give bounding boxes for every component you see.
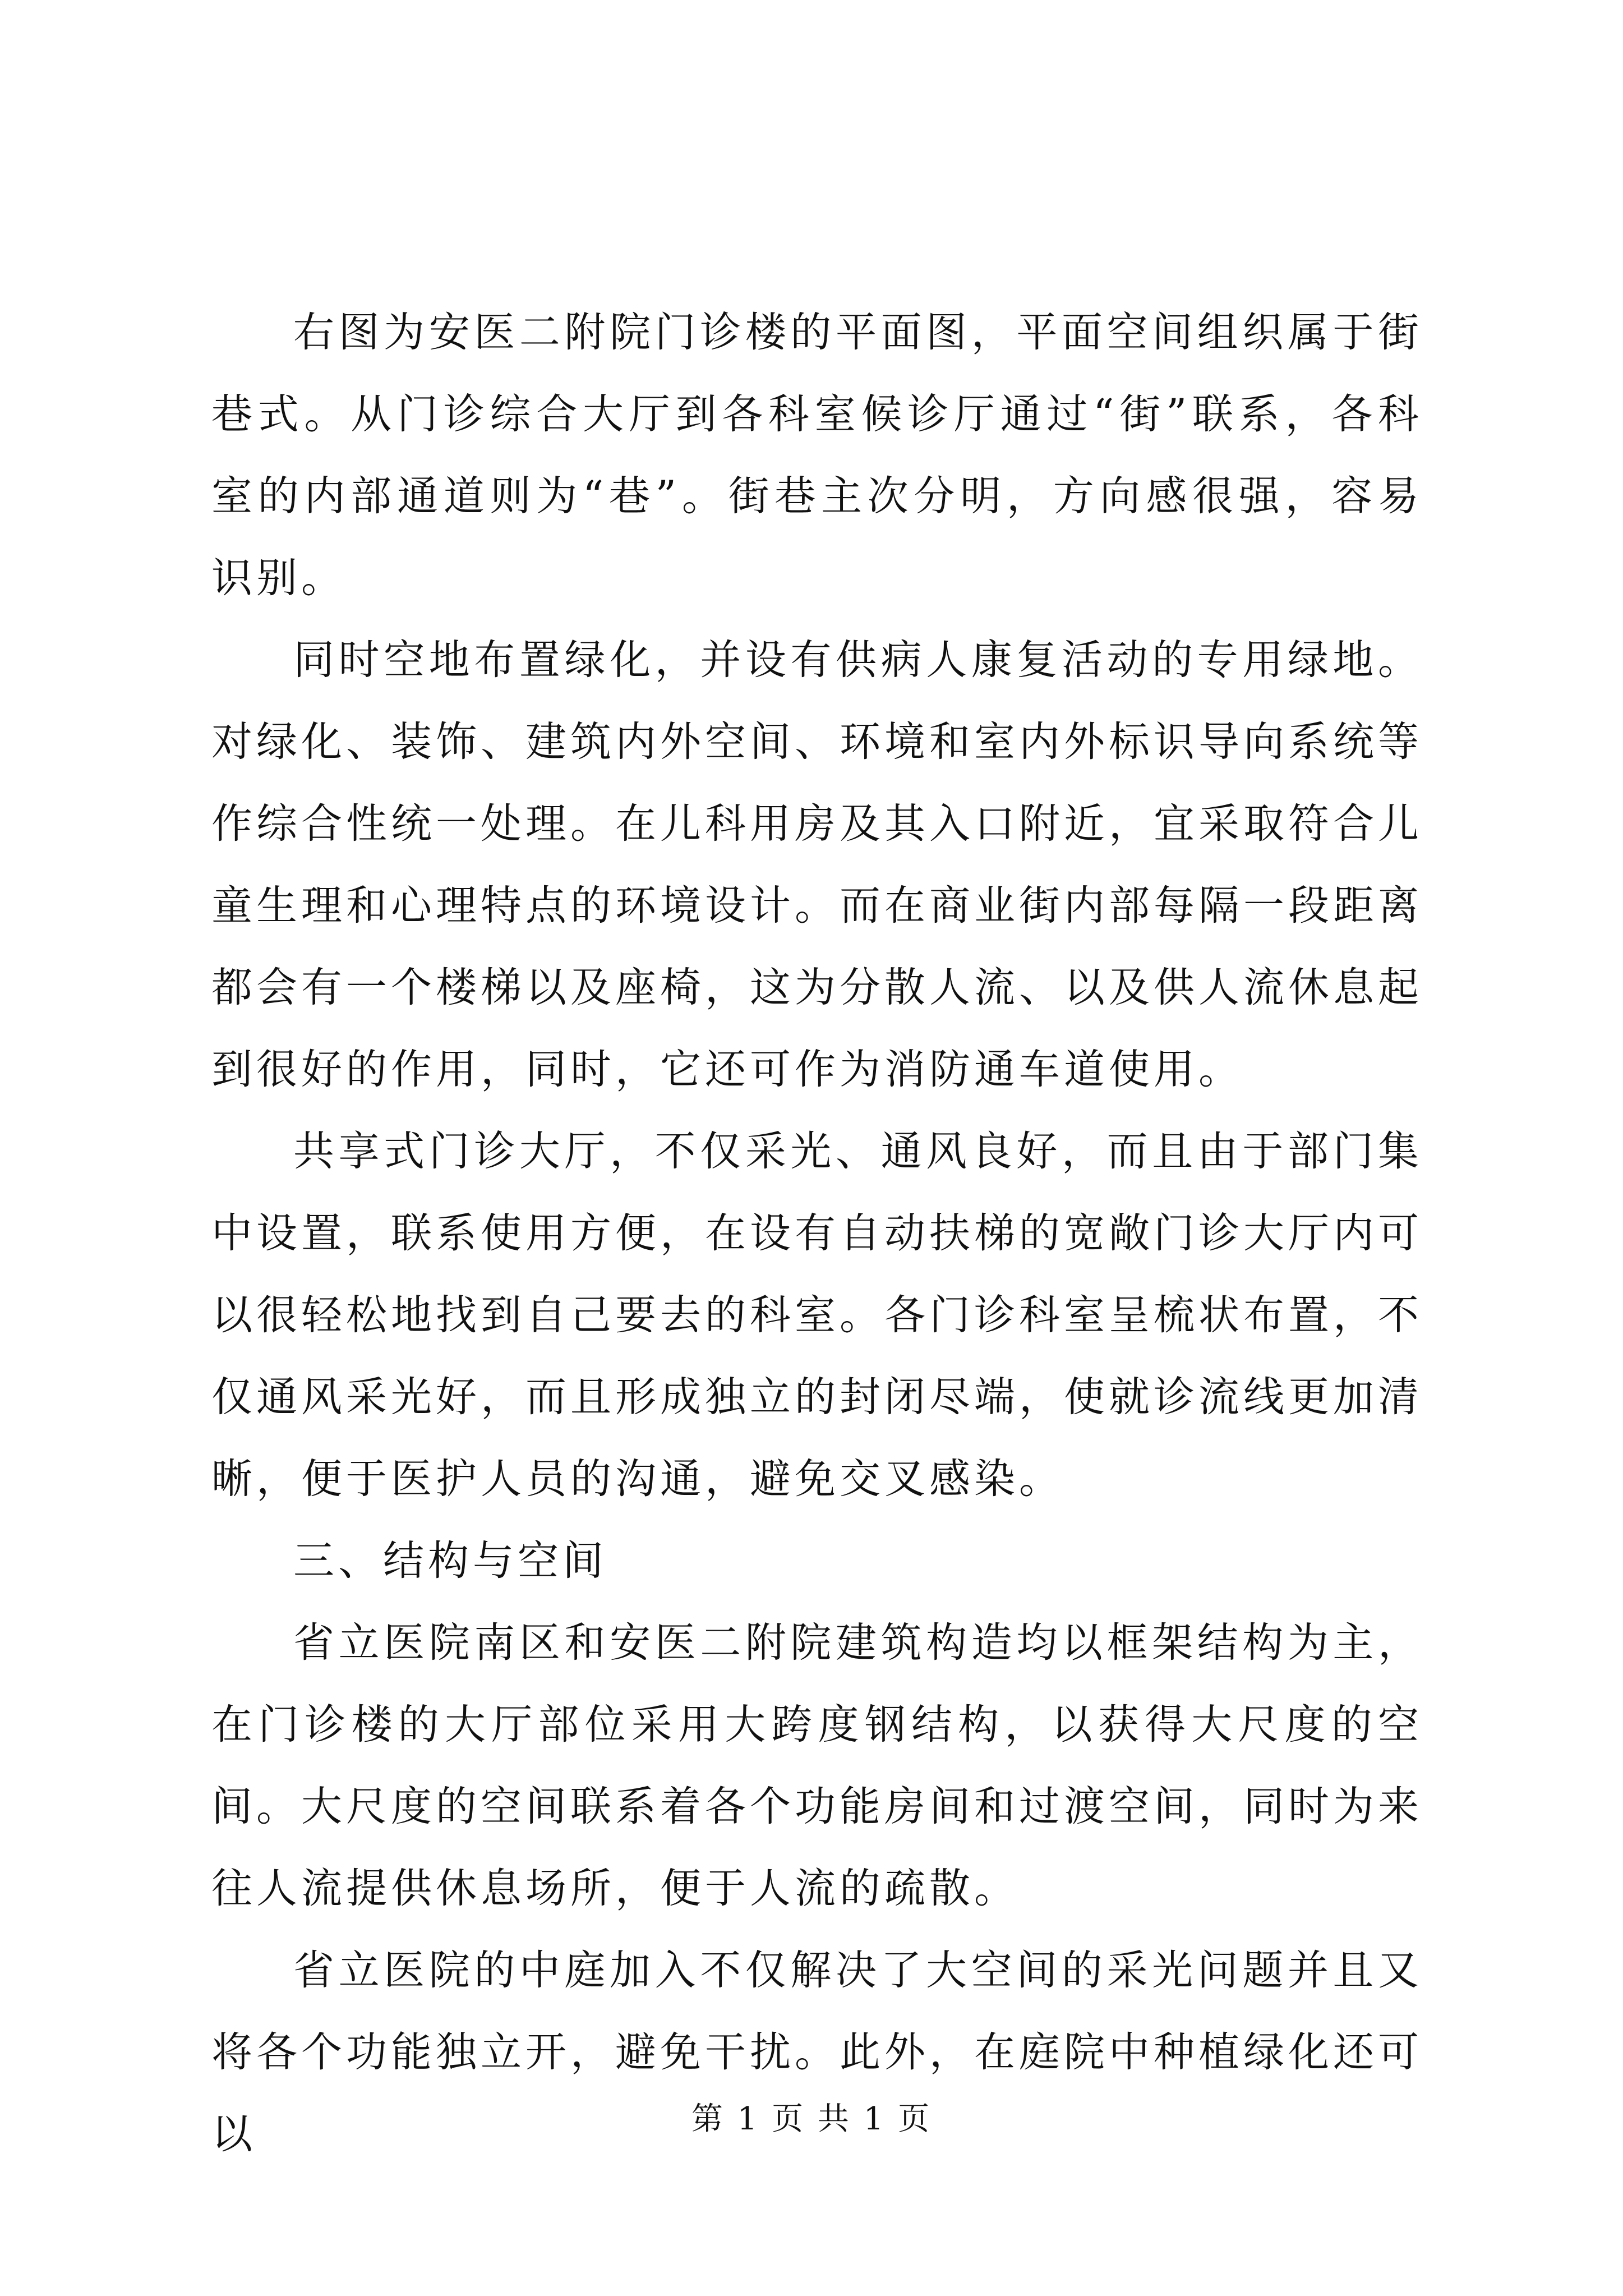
paragraph-3: 共享式门诊大厅，不仅采光、通风良好，而且由于部门集中设置，联系使用方便，在设有自动扶梯的宽敞门诊大厅内可以很轻松地找到自己要去的科室。各门诊科室呈梳状布置，不仅通风采光好，而且形成独立的封闭尽端，使就诊流线更加清晰，便于医护人员的沟通，避免交叉感染。 [211,1128,1423,1503]
paragraph-4: 省立医院南区和安医二附院建筑构造均以框架结构为主，在门诊楼的大厅部位采用大跨度钢结构，以获得大尺度的空间。大尺度的空间联系着各个功能房间和过渡空间，同时为来往人流提供休息场所，便于人流的疏散。 [211,1619,1423,1912]
section-heading: 三、结构与空间 [293,1537,607,1585]
paragraph-5: 省立医院的中庭加入不仅解决了大空间的采光问题并且又将各个功能独立开，避免干扰。此外，在庭院中种植绿化还可以 [211,1947,1423,2158]
paragraph-1: 右图为安医二附院门诊楼的平面图，平面空间组织属于街巷式。从门诊综合大厅到各科室候诊厅通过“街”联系，各科室的内部通道则为“巷”。街巷主次分明，方向感很强，容易识别。 [211,309,1423,602]
document-body [211,292,1423,2175]
page-footer: 第 1 页 共 1 页 [691,2101,932,2137]
paragraph-2: 同时空地布置绿化，并设有供病人康复活动的专用绿地。对绿化、装饰、建筑内外空间、环境和室内外标识导向系统等作综合性统一处理。在儿科用房及其入口附近，宜采取符合儿童生理和心理特点的环境设计。而在商业街内部每隔一段距离都会有一个楼梯以及座椅，这为分散人流、以及供人流休息起到很好的作用，同时，它还可作为消防通车道使用。 [211,636,1423,1093]
